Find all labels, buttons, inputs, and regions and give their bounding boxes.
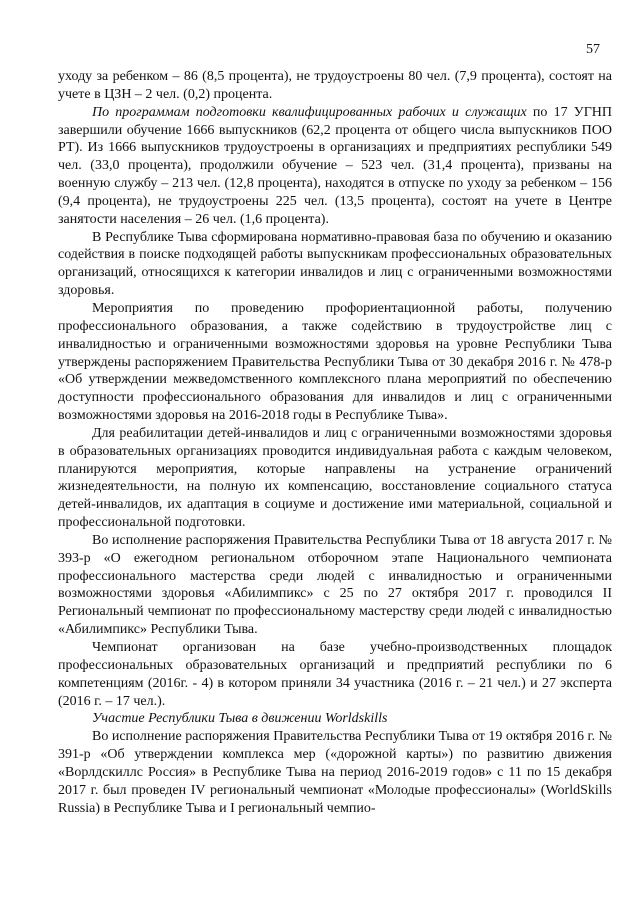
- paragraph-2-italic-lead: По программам подготовки квалифицированных рабочих и служащих: [92, 104, 527, 120]
- paragraph-8: Во исполнение распоряжения Правительства Республики Тыва от 19 октября 2016 г. № 391-р «Об утверждении комплекса мер («дорожной карты») по развитию движения «Ворлдскиллс Россия» в Республике Тыва на период 2016-2019 годов» с 11 по 15 декабря 2017 г. был проведен IV региональный чемпионат «Молодые профессионалы» (WorldSkills Russia) в Республике Тыва и I региональный чемпио-: [58, 729, 612, 816]
- paragraph-6: Во исполнение распоряжения Правительства Республики Тыва от 18 августа 2017 г. № 393-р «О ежегодном региональном отборочном этапе Национального чемпионата профессионального мастерства среди людей с инвалидностью и ограниченными возможностями здоровья «Абилимпикс» с 25 по 27 октября 2017 г. проводился II Региональный чемпионат по профессиональному мастерству среди людей с инвалидностью «Абилимпикс» Республики Тыва.: [58, 532, 612, 638]
- paragraph-4: Мероприятия по проведению профориентационной работы, получению профессионального образования, а также содействию в трудоустройстве лиц с инвалидностью и ограниченными возможностями здоровья на уровне Республики Тыва утверждены распоряжением Правительства Республики Тыва от 30 декабря 2016 г. № 478-р «Об утверждении межведомственного комплексного плана мероприятий по обеспечению доступности профессионального образования для инвалидов и лиц с ограниченными возможностями здоровья на 2016-2018 годы в Республике Тыва».: [58, 300, 612, 424]
- paragraph-1: уходу за ребенком – 86 (8,5 процента), не трудоустроены 80 чел. (7,9 процента), состоят на учете в ЦЗН – 2 чел. (0,2) процента.: [58, 69, 612, 102]
- paragraph-3: В Республике Тыва сформирована нормативно-правовая база по обучению и оказанию содействия в поиске подходящей работы выпускникам профессиональных образовательных организаций, относящихся к категории инвалидов и лиц с ограниченными возможностями здоровья.: [58, 229, 612, 299]
- paragraph-2: [58, 104, 612, 229]
- paragraph-7: Чемпионат организован на базе учебно-производственных площадок профессиональных образовательных организаций и предприятий республики по 6 компетенциям (2016г. - 4) в котором приняли 34 участника (2016 г. – 21 чел.) и 27 эксперта (2016 г. – 17 чел.).: [58, 640, 612, 709]
- paragraph-5: Для реабилитации детей-инвалидов и лиц с ограниченными возможностями здоровья в образовательных организациях проводится индивидуальная работа с каждым человеком, планируются мероприятия, которые направлены на устранение ограничений жизнедеятельности, на полную их компенсацию, восстановление социального статуса детей-инвалидов, их адаптация в социуме и достижение ими материальной, социальной и профессиональной подготовки.: [58, 425, 612, 531]
- section-heading: Участие Республики Тыва в движении Worldskills: [92, 711, 388, 727]
- body-text: [58, 68, 612, 817]
- paragraph-2-body: по 17 УГНП завершили обучение 1666 выпускников (62,2 процента от общего числа выпускников ПОО РТ). Из 1666 выпускников трудоустроены в организациях и предприятиях республики 549 чел. (33,0 процента), продолжили обучение – 523 чел. (31,4 процента), призваны на военную службу – 213 чел. (12,8 процента), находятся в отпуске по уходу за ребенком – 156 (9,4 процента), не трудоустроены 225 чел. (13,5 процента), состоят на учете в Центре занятости населения – 26 чел. (1,6 процента).: [58, 104, 613, 227]
- page-number: 57: [586, 42, 600, 57]
